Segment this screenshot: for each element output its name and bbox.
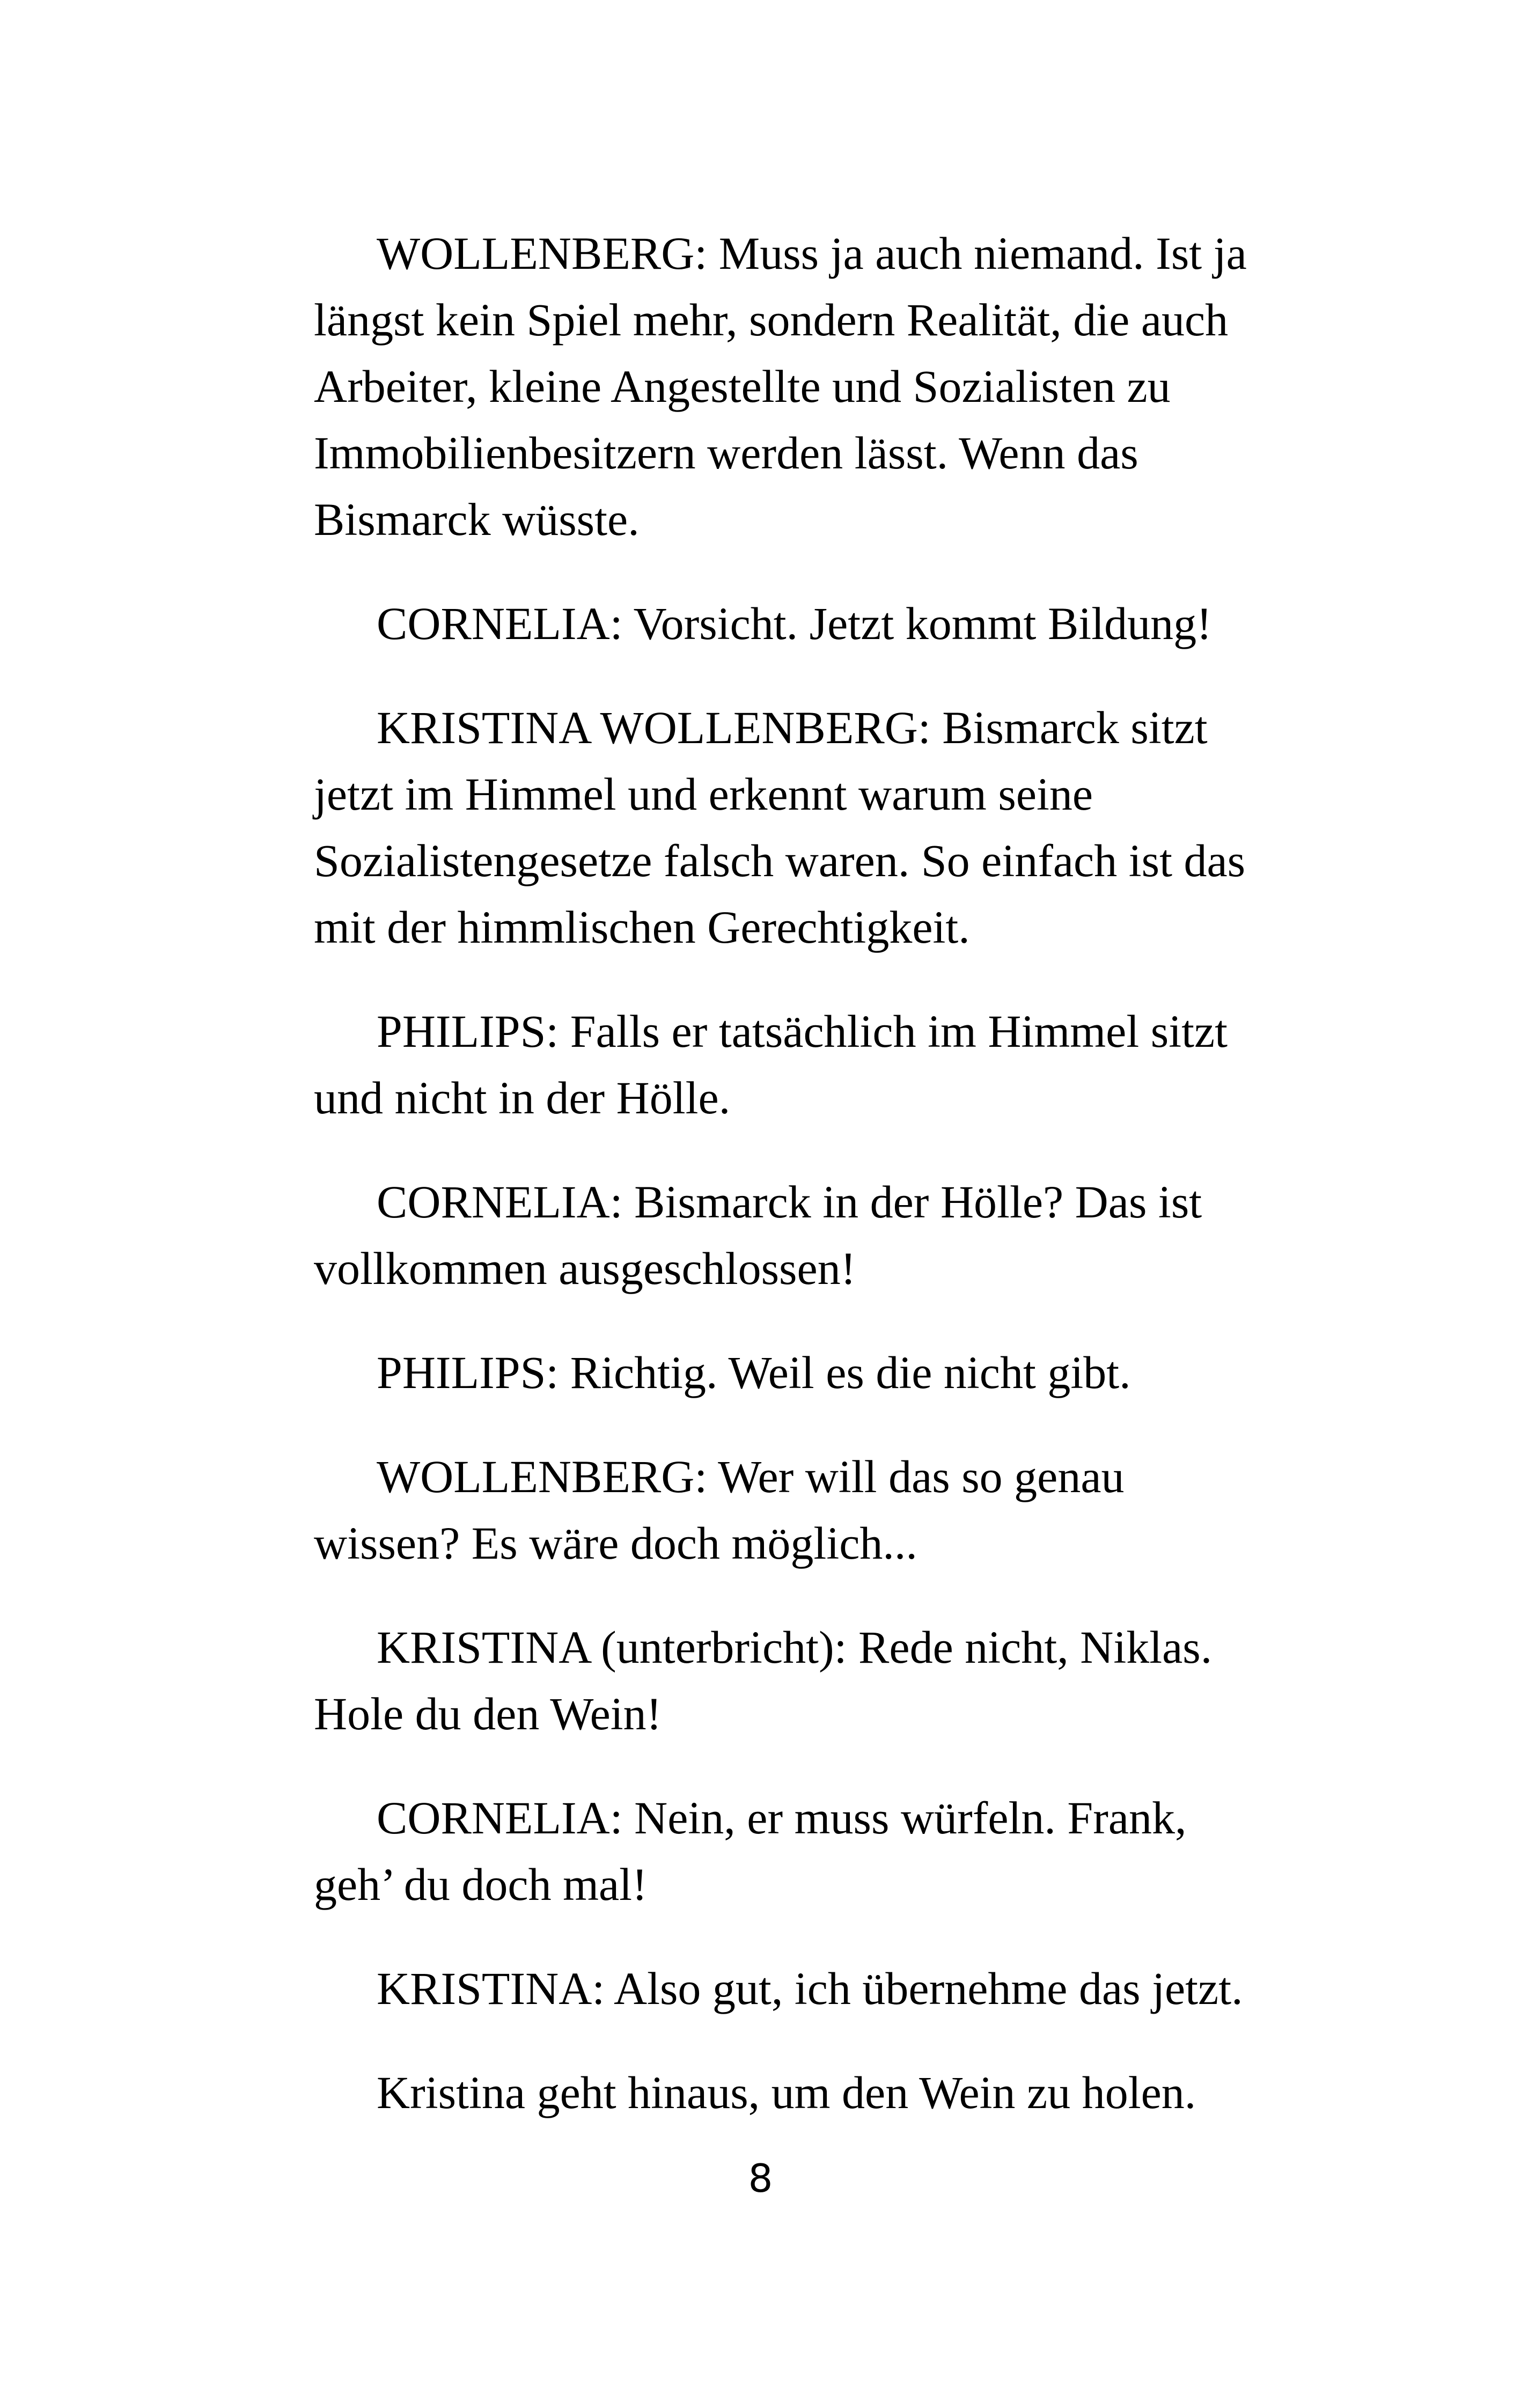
paragraph: PHILIPS: Falls er tatsächlich im Himmel sitzt und nicht in der Hölle. bbox=[314, 1005, 1228, 1124]
paragraph: CORNELIA: Nein, er muss würfeln. Frank, geh’ du doch mal! bbox=[314, 1792, 1187, 1910]
paragraph: Kristina geht hinaus, um den Wein zu holen. bbox=[377, 2067, 1196, 2118]
page-number: 8 bbox=[748, 2156, 773, 2201]
paragraph: KRISTINA (unterbricht): Rede nicht, Niklas. Hole du den Wein! bbox=[314, 1621, 1213, 1739]
paragraph: CORNELIA: Bismarck in der Hölle? Das ist vollkommen ausgeschlossen! bbox=[314, 1176, 1202, 1294]
paragraph: WOLLENBERG: Wer will das so genau wissen? Es wäre doch möglich... bbox=[314, 1451, 1125, 1569]
dialogue-text bbox=[314, 220, 1269, 2163]
paragraph: CORNELIA: Vorsicht. Jetzt kommt Bildung! bbox=[377, 598, 1212, 649]
paragraph: KRISTINA: Also gut, ich übernehme das jetzt. bbox=[377, 1963, 1243, 2014]
paragraph: PHILIPS: Richtig. Weil es die nicht gibt. bbox=[377, 1347, 1131, 1398]
paragraph: WOLLENBERG: Muss ja auch niemand. Ist ja längst kein Spiel mehr, sondern Realität, die auch Arbeiter, kleine Angestellte und Sozialisten zu Immobilienbesitzern werden lässt. Wenn das Bismarck wüsste. bbox=[314, 227, 1247, 545]
paragraph: KRISTINA WOLLENBERG: Bismarck sitzt jetzt im Himmel und erkennt warum seine Sozialistengesetze falsch waren. So einfach ist das mit der himmlischen Gerechtigkeit. bbox=[314, 702, 1246, 953]
